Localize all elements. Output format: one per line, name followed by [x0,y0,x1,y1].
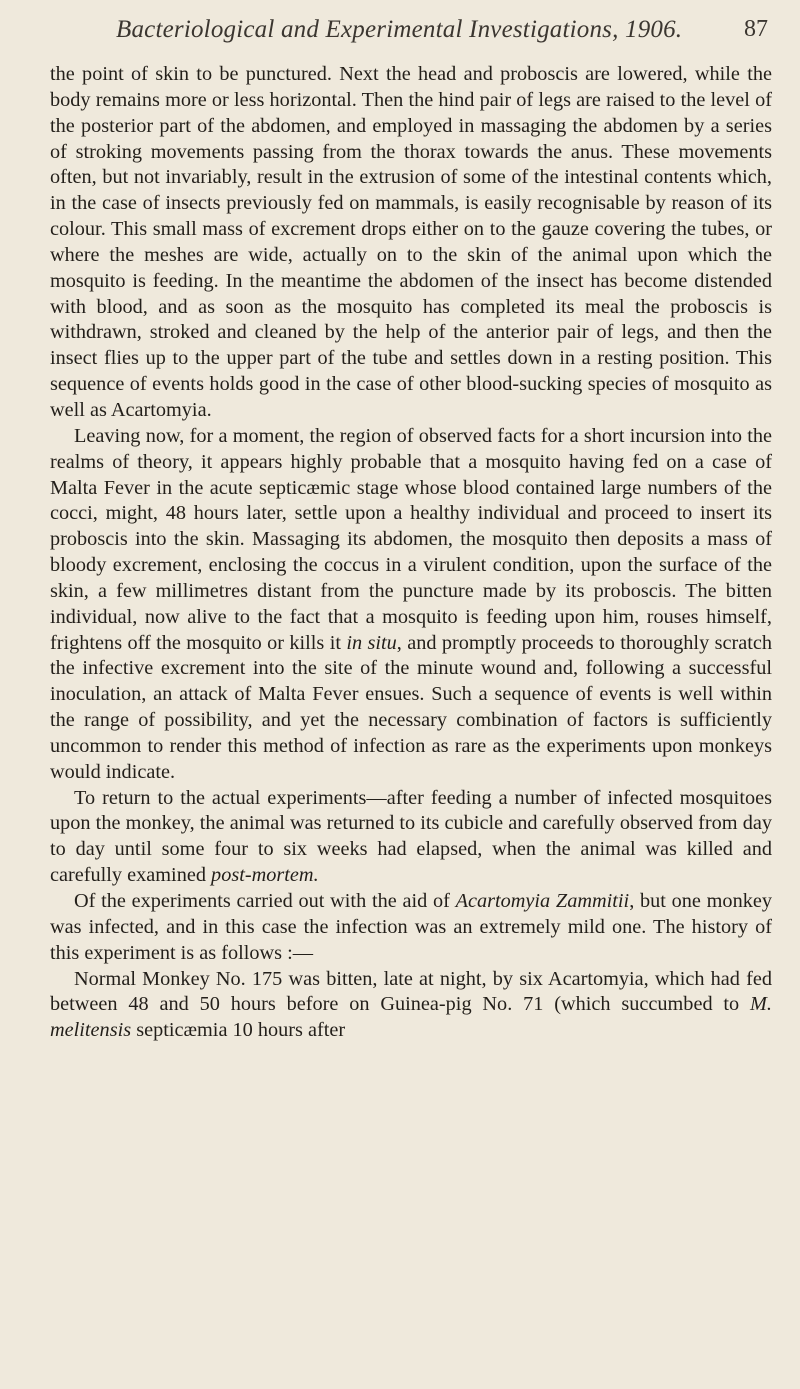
body-text [50,62,772,1044]
paragraph-3-text-a: To return to the actual experiments—after feeding a number of infected mosquitoes upon the monkey, the animal was returned to its cubicle and carefully observed from day to day until some four to six weeks had elapsed, when the animal was killed and carefully examined [50,786,772,887]
paragraph-3-italic: post-mortem. [211,864,319,887]
paragraph-1: the point of skin to be punctured. Next the head and proboscis are lowered, while the body remains more or less horizontal. Then the hind pair of legs are raised to the level of the posterior part of the abdomen, and employed in massaging the abdomen by a series of stroking movements passing from the thorax towards the anus. These movements often, but not invariably, result in the extrusion of some of the intestinal contents which, in the case of insects previously fed on mammals, is easily recognisable by reason of its colour. This small mass of excrement drops either on to the gauze covering the tubes, or where the meshes are wide, actually on to the skin of the animal upon which the mosquito is feeding. In the meantime the abdomen of the insect has become distended with blood, and as soon as the mosquito has completed its meal the proboscis is withdrawn, stroked and cleaned by the help of the anterior pair of legs, and then the insect flies up to the upper part of the tube and settles down in a resting position. This sequence of events holds good in the case of other blood-sucking species of mosquito as well as Acartomyia. [50,63,772,421]
paragraph-5-text-a: Normal Monkey No. 175 was bitten, late at night, by six Acartomyia, which had fed between 48 and 50 hours before on Guinea-pig No. 71 (which succumbed to [50,967,772,1016]
page-header [50,12,772,62]
paragraph-4-text-a: Of the experiments carried out with the aid of [74,890,456,912]
paragraph-2 [50,424,772,786]
paragraph-5 [50,967,772,1045]
paragraph-5-italic: M. melitensis [50,993,772,1042]
paragraph-5-text-b: septicæmia 10 hours after [131,1019,346,1042]
running-head: Bacteriological and Experimental Investigations, 1906. [116,16,683,43]
paragraph-4-text-b: , but one monkey was infected, and in this case the infection was an extremely mild one. The history of this experiment is as follows :— [50,890,772,964]
paragraph-2-text-b: , and promptly proceeds to thoroughly scratch the infective excrement into the site of the minute wound and, following a successful inoculation, an attack of Malta Fever ensues. Such a sequence of events is well within the range of possibility, and yet the necessary combination of factors is sufficiently uncommon to render this method of infection as rare as the experiments upon monkeys would indicate. [50,631,773,783]
paragraph-2-text-a: Leaving now, for a moment, the region of observed facts for a short incursion into the realms of theory, it appears highly probable that a mosquito having fed on a case of Malta Fever in the acute septicæmic stage whose blood contained large numbers of the cocci, might, 48 hours later, settle upon a healthy individual and proceed to insert its proboscis into the skin. Massaging its abdomen, the mosquito then deposits a mass of bloody excrement, enclosing the coccus in a virulent condition, upon the surface of the skin, a few millimetres distant from the puncture made by its proboscis. The bitten individual, now alive to the fact that a mosquito is feeding upon him, rouses himself, frightens off the mosquito or kills it [50,424,772,654]
paragraph-3 [50,786,772,889]
page-number: 87 [744,16,768,42]
paragraph-4-italic: Acartomyia Zammitii [455,890,630,912]
paragraph-2-italic: in situ [346,631,397,654]
paragraph-4 [50,889,772,967]
